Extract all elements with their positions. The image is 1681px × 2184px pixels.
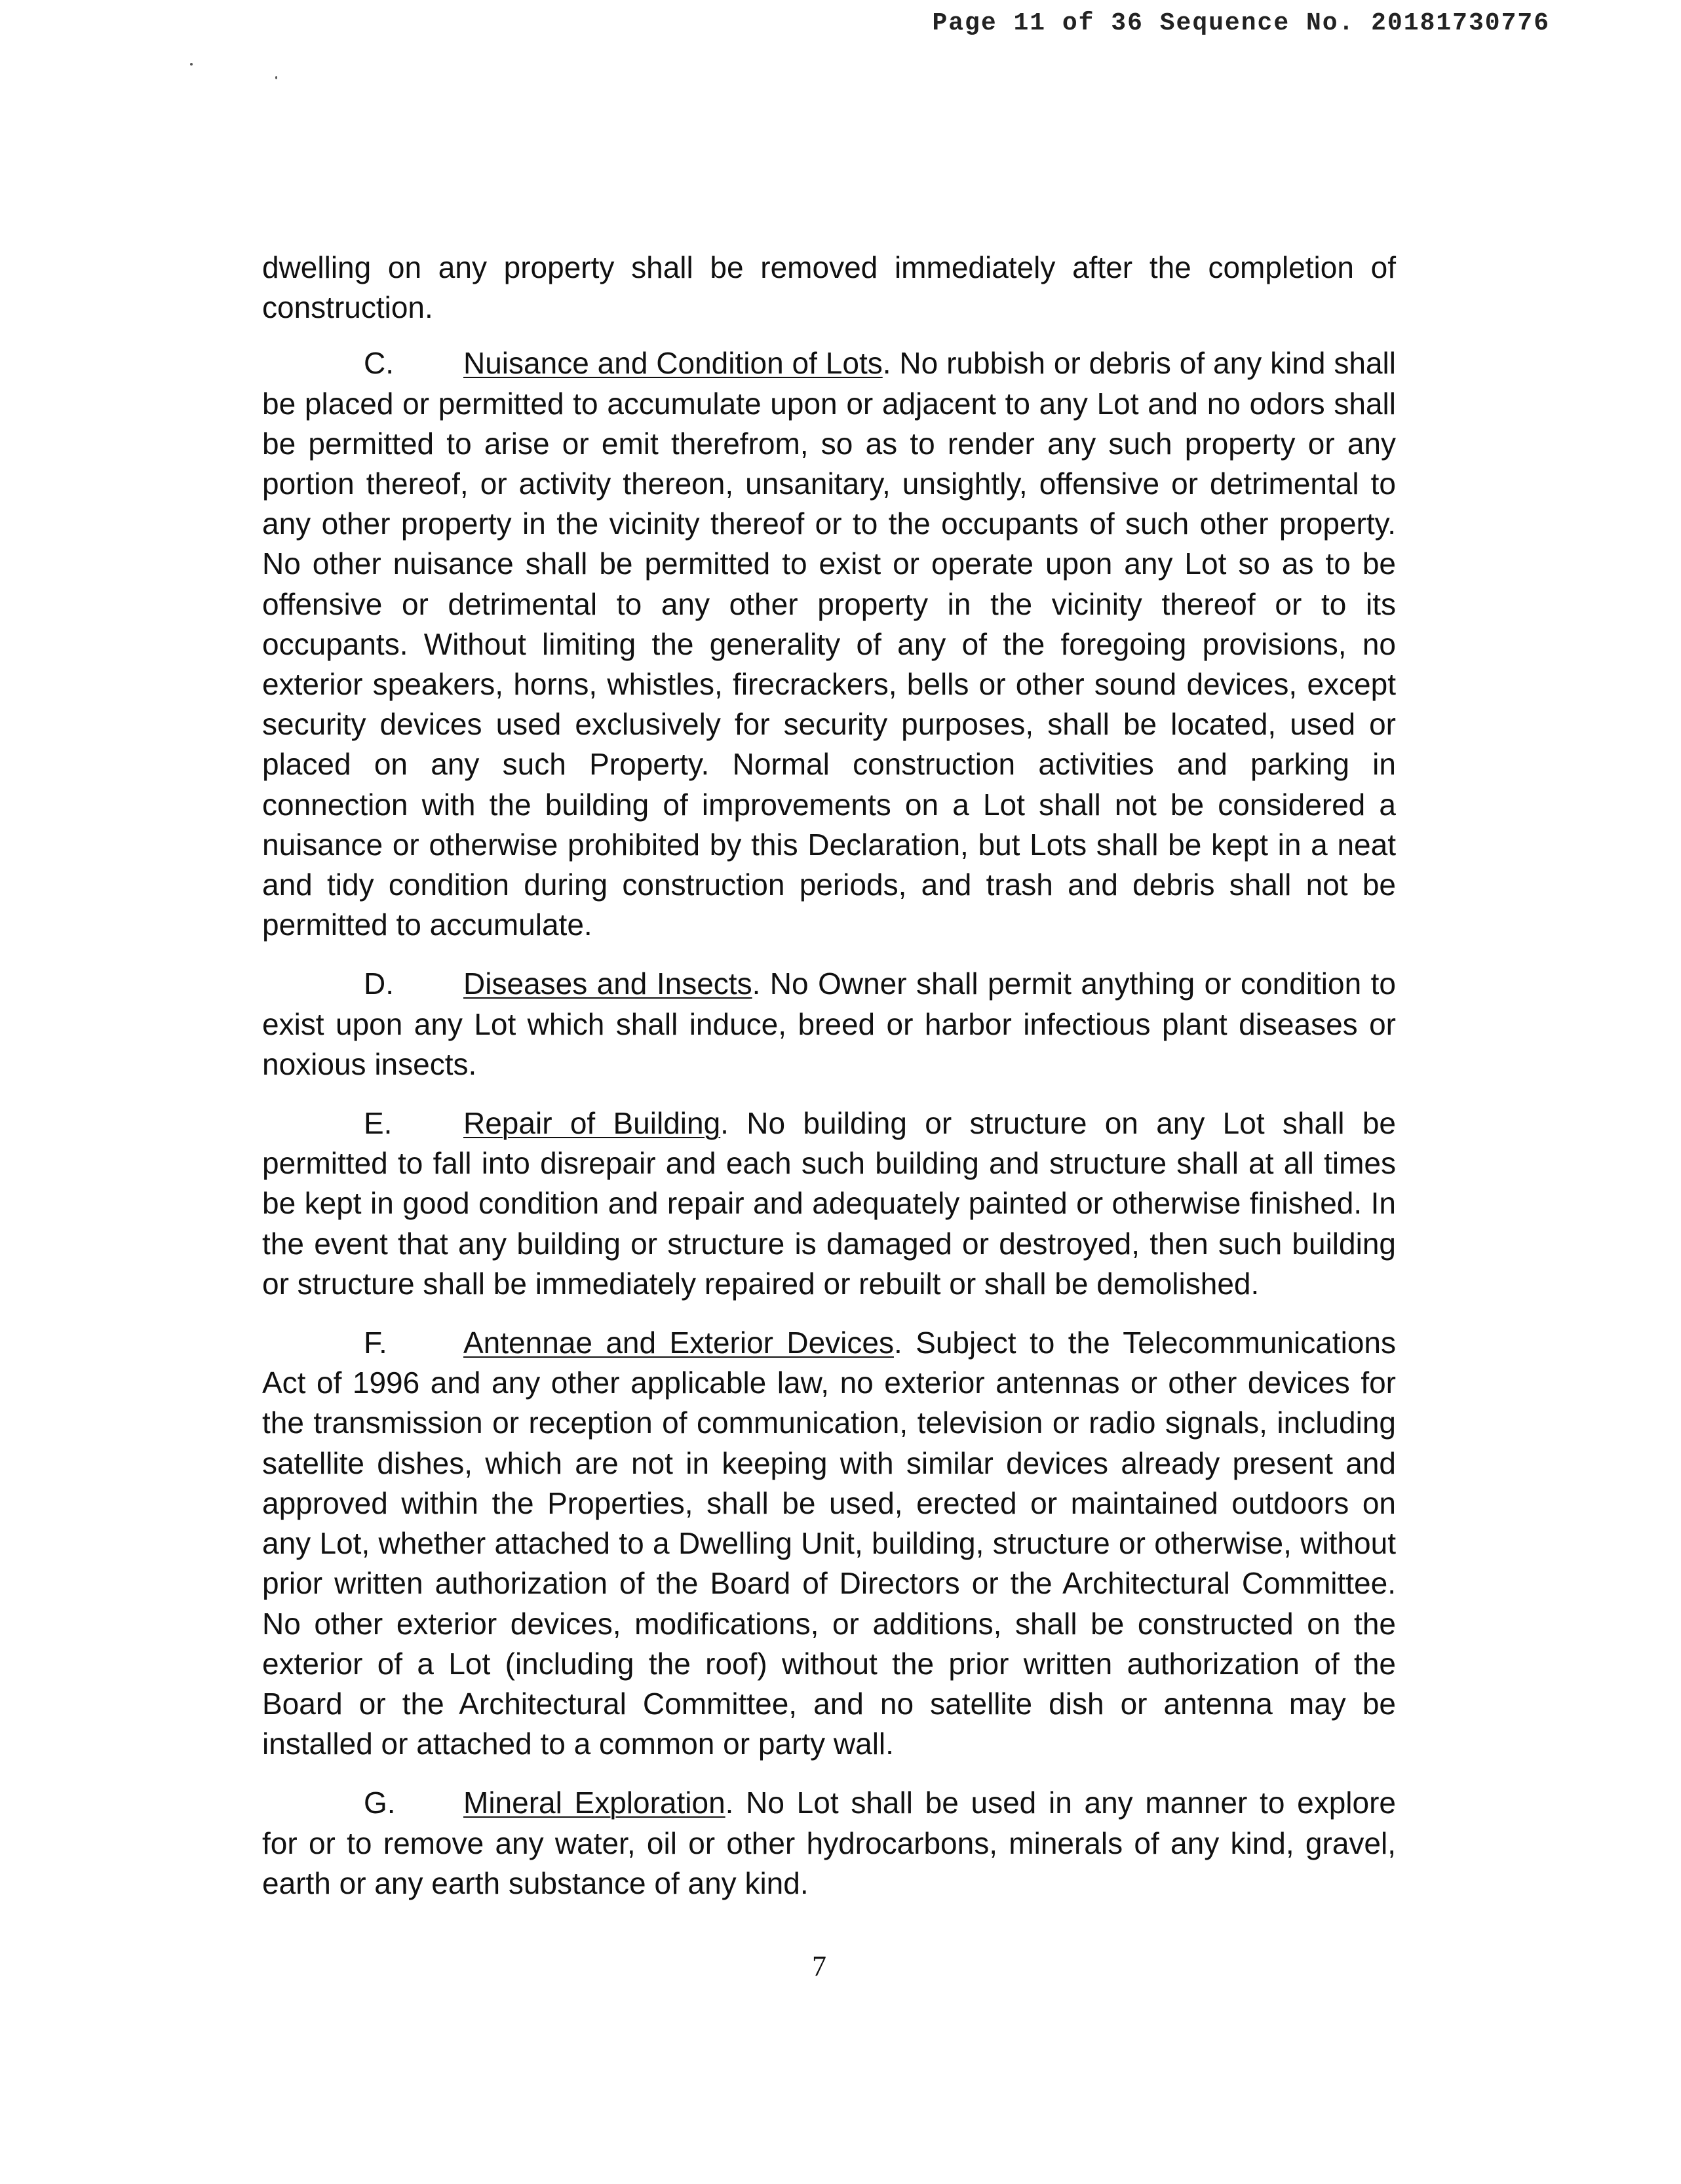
section-e (262, 1103, 1396, 1304)
section-d (262, 964, 1396, 1084)
section-body: . No building or structure on any Lot shall be permitted to fall into disrepair and each such building and structure shall at all times be kept in good condition and repair and adequately painted or otherwise finished. In the event that any building or structure is damaged or destroyed, then such building or structure shall be immediately repaired or rebuilt or shall be demolished. (262, 1106, 1397, 1301)
section-letter: F. (364, 1326, 387, 1360)
section-f (262, 1323, 1396, 1764)
section-letter: G. (364, 1786, 396, 1820)
section-body: . Subject to the Telecommunications Act of 1996 and any other applicable law, no exterior antennas or other devices for the transmission or reception of communication, television or radio signals, including satellite dishes, which are not in keeping with similar devices already present and approved within the Properties, shall be used, erected or maintained outdoors on any Lot, whether attached to a Dwelling Unit, building, structure or otherwise, without prior written authorization of the Board of Directors or the Architectural Committee. No other exterior devices, modifications, or additions, shall be constructed on the exterior of a Lot (including the roof) without the prior written authorization of the Board or the Architectural Committee, and no satellite dish or antenna may be installed or attached to a common or party wall. (262, 1326, 1396, 1761)
section-title: Repair of Building (463, 1106, 721, 1141)
section-letter: C. (364, 346, 394, 381)
section-title: Antennae and Exterior Devices (463, 1326, 894, 1360)
section-body: . No Lot shall be used in any manner to explore for or to remove any water, oil or other hydrocarbons, minerals of any kind, gravel, earth or any earth substance of any kind. (262, 1786, 1396, 1900)
section-title: Mineral Exploration (463, 1786, 725, 1820)
section-body: . No rubbish or debris of any kind shall be placed or permitted to accumulate upon or adjacent to any Lot and no odors shall be permitted to arise or emit therefrom, so as to render any such property or any portion thereof, or activity thereon, unsanitary, unsightly, offensive or detrimental to any other property in the vicinity thereof or to the occupants of such other property. No other nuisance shall be permitted to exist or operate upon any Lot so as to be offensive or detrimental to any other property in the vicinity thereof or to its occupants. Without limiting the generality of any of the foregoing provisions, no exterior speakers, horns, whistles, firecrackers, bells or other sound devices, except security devices used exclusively for security purposes, shall be located, used or placed on any such Property. Normal construction activities and parking in connection with the building of improvements on a Lot shall not be considered a nuisance or otherwise prohibited by this Declaration, but Lots shall be kept in a neat and tidy condition during construction periods, and trash and debris shall not be permitted to accumulate. (262, 346, 1396, 942)
section-title: Nuisance and Condition of Lots (463, 346, 883, 381)
document-body (262, 248, 1396, 1923)
scan-speck (275, 76, 277, 79)
continuation-paragraph: dwelling on any property shall be removed immediately after the completion of construction. (262, 250, 1396, 325)
page-number: 7 (812, 1950, 826, 1982)
section-c (262, 343, 1396, 945)
scan-speck (190, 63, 193, 66)
section-body: . No Owner shall permit anything or condition to exist upon any Lot which shall induce, breed or harbor infectious plant diseases or noxious insects. (262, 967, 1396, 1081)
section-letter: D. (364, 967, 394, 1001)
section-letter: E. (364, 1106, 393, 1141)
page-header: Page 11 of 36 Sequence No. 20181730776 (932, 9, 1550, 37)
section-g (262, 1783, 1396, 1904)
section-title: Diseases and Insects (463, 967, 752, 1001)
